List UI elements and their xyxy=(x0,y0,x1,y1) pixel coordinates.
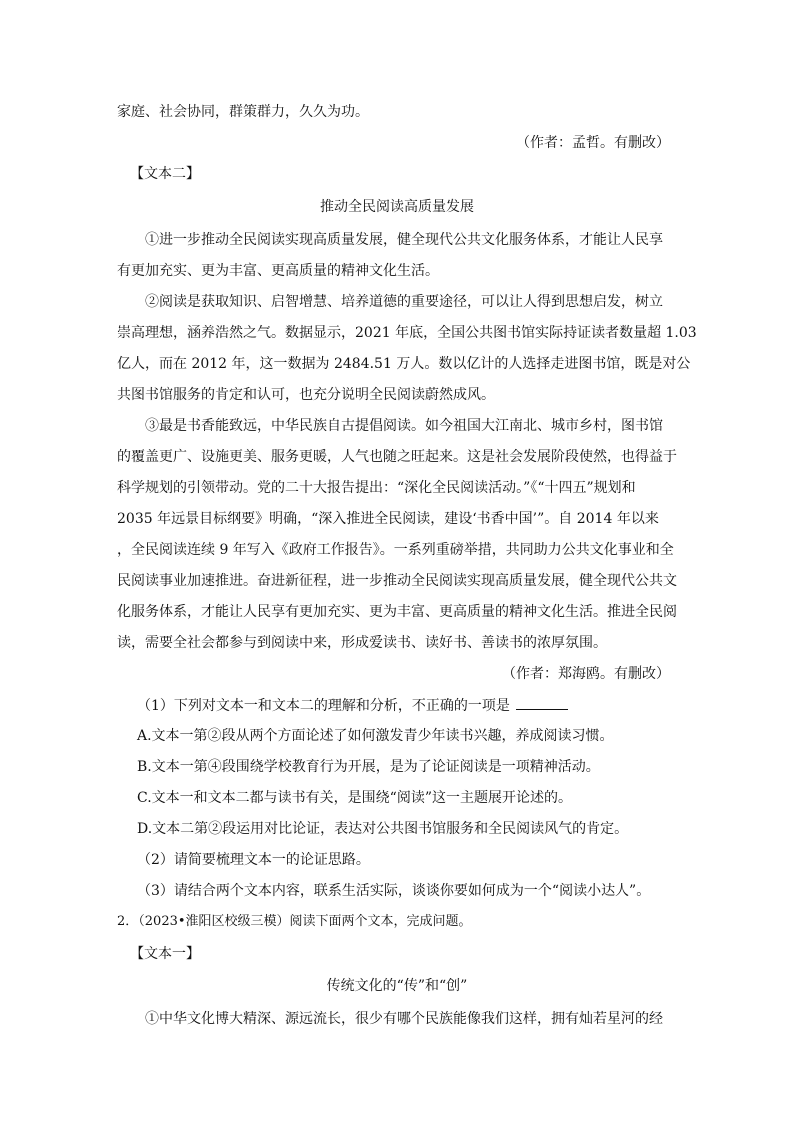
option-a: A.文本一第②段从两个方面论述了如何激发青少年读书兴趣，养成阅读习惯。 xyxy=(137,728,614,744)
text2-title: 推动全民阅读高质量发展 xyxy=(320,199,474,215)
text2-paragraph1-line1: ①进一步推动全民阅读实现高质量发展，健全现代公共文化服务体系，才能让人民享 xyxy=(145,232,663,248)
option-d: D.文本二第②段运用对比论证，表达对公共图书馆服务和全民阅读风气的肯定。 xyxy=(137,821,629,837)
text2-paragraph1-line2: 有更加充实、更为丰富、更高质量的精神文化生活。 xyxy=(117,263,439,279)
text2-paragraph3-line1: ③最是书香能致远，中华民族自古提倡阅读。如今祖国大江南北、城市乡村，图书馆 xyxy=(145,418,663,434)
problem-2-text1-tag: 【文本一】 xyxy=(130,946,200,962)
question-1 xyxy=(137,695,568,716)
text2-paragraph2-line1: ②阅读是获取知识、启智增慧、培养道德的重要途径，可以让人得到思想启发，树立 xyxy=(145,294,663,310)
text2-paragraph3-line2: 的覆盖更广、设施更美、服务更暖，人气也随之旺起来。这是社会发展阶段使然，也得益于 xyxy=(117,449,677,465)
text2-author: （作者：郑海鸥。有删改） xyxy=(502,666,670,682)
text2-paragraph2-line4: 共图书馆服务的肯定和认可，也充分说明全民阅读蔚然成风。 xyxy=(117,387,495,403)
text2-paragraph3-line3: 科学规划的引领带动。党的二十大报告提出：“深化全民阅读活动。”《“十四五”规划和 xyxy=(117,480,636,496)
text2-paragraph3-line8: 读，需要全社会都参与到阅读中来，形成爱读书、读好书、善读书的浓厚氛围。 xyxy=(117,635,607,651)
text1-author: （作者：孟哲。有删改） xyxy=(516,135,670,151)
text2-paragraph3-line7: 化服务体系，才能让人民享有更加充实、更为丰富、更高质量的精神文化生活。推进全民阅 xyxy=(117,604,677,620)
question-2: （2）请简要梳理文本一的论证思路。 xyxy=(137,852,370,868)
text2-tag: 【文本二】 xyxy=(130,166,200,182)
question-1-text: （1）下列对文本一和文本二的理解和分析，不正确的一项是 xyxy=(137,698,510,714)
problem-2-text1-first-line: ①中华文化博大精深、源远流长，很少有哪个民族能像我们这样，拥有灿若星河的经 xyxy=(145,1011,663,1027)
text2-paragraph3-line4: 2035 年远景目标纲要》明确，“深入推进全民阅读，建设‘书香中国’”。自 2014 年以来 xyxy=(117,511,659,527)
answer-blank[interactable] xyxy=(516,695,568,710)
text2-paragraph3-line6: 民阅读事业加速推进。奋进新征程，进一步推动全民阅读实现高质量发展，健全现代公共文 xyxy=(117,573,677,589)
question-3: （3）请结合两个文本内容，联系生活实际，谈谈你要如何成为一个“阅读小达人”。 xyxy=(137,883,651,899)
text2-paragraph2-line3: 亿人，而在 2012 年，这一数据为 2484.51 万人。数以亿计的人选择走进图书馆，既是对公 xyxy=(117,356,691,372)
problem-2-header: 2．（2023•淮阳区校级三模）阅读下面两个文本，完成问题。 xyxy=(117,914,472,929)
text2-paragraph3-line5: ，全民阅读连续 9 年写入《政府工作报告》。一系列重磅举措，共同助力公共文化事业和全 xyxy=(117,542,674,558)
text2-paragraph2-line2: 崇高理想，涵养浩然之气。数据显示，2021 年底，全国公共图书馆实际持证读者数量超 1.03 xyxy=(117,325,697,341)
previous-text-tail: 家庭、社会协同，群策群力，久久为功。 xyxy=(117,104,369,120)
option-b: B.文本一第④段围绕学校教育行为开展，是为了论证阅读是一项精神活动。 xyxy=(137,759,600,775)
problem-2-text1-title: 传统文化的“传”和“创” xyxy=(326,978,468,994)
option-c: C.文本一和文本二都与读书有关，是围绕“阅读”这一主题展开论述的。 xyxy=(137,790,572,806)
